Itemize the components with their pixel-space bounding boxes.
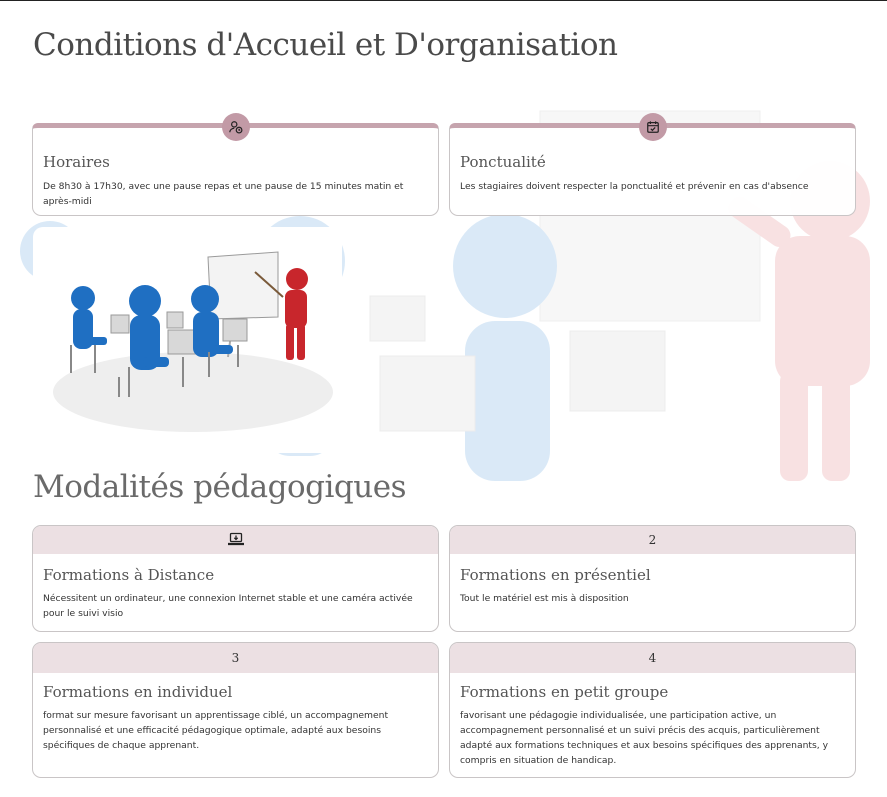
laptop-icon [228,532,244,549]
classroom-image [33,227,342,453]
card-horaires [32,123,439,216]
card-title: Formations en petit groupe [460,683,669,701]
card-title: Formations à Distance [43,566,215,584]
card-text: De 8h30 à 17h30, avec une pause repas et une pause de 15 minutes matin et après-midi [43,181,404,207]
card-number: 4 [450,643,855,673]
card-text: format sur mesure favorisant un apprentissage ciblé, un accompagnement personnalisé et une efficacité pédagogique optimale, adapté aux besoins spécifiques de chaque apprenant. [43,710,389,751]
calendar-check-icon [639,113,667,141]
card-text: Tout le matériel est mis à disposition [460,593,629,604]
card-text: Nécessitent un ordinateur, une connexion Internet stable et une caméra activée pour le suivi visio [43,593,413,619]
page-title: Conditions d'Accueil et D'organisation [33,27,618,63]
card-formations-petit-groupe [449,642,856,778]
card-number: 3 [33,643,438,673]
user-clock-icon [222,113,250,141]
card-title: Formations en présentiel [460,566,651,584]
card-text: Les stagiaires doivent respecter la ponctualité et prévenir en cas d'absence [460,181,809,192]
card-formations-distance [32,525,439,632]
card-ponctualite [449,123,856,216]
section-title-modalites: Modalités pédagogiques [33,469,406,505]
card-title: Formations en individuel [43,683,233,701]
card-formations-individuel [32,642,439,778]
card-title: Horaires [43,153,110,171]
card-header [33,526,438,554]
card-formations-presentiel [449,525,856,632]
card-text: favorisant une pédagogie individualisée, une participation active, un accompagnement personnalisé et un suivi précis des acquis, particulièrement adapté aux formations techniques et aux besoins spécifiques des apprenants, y compris en situation de handicap. [460,710,829,766]
card-number: 2 [450,526,855,554]
card-title: Ponctualité [460,153,546,171]
